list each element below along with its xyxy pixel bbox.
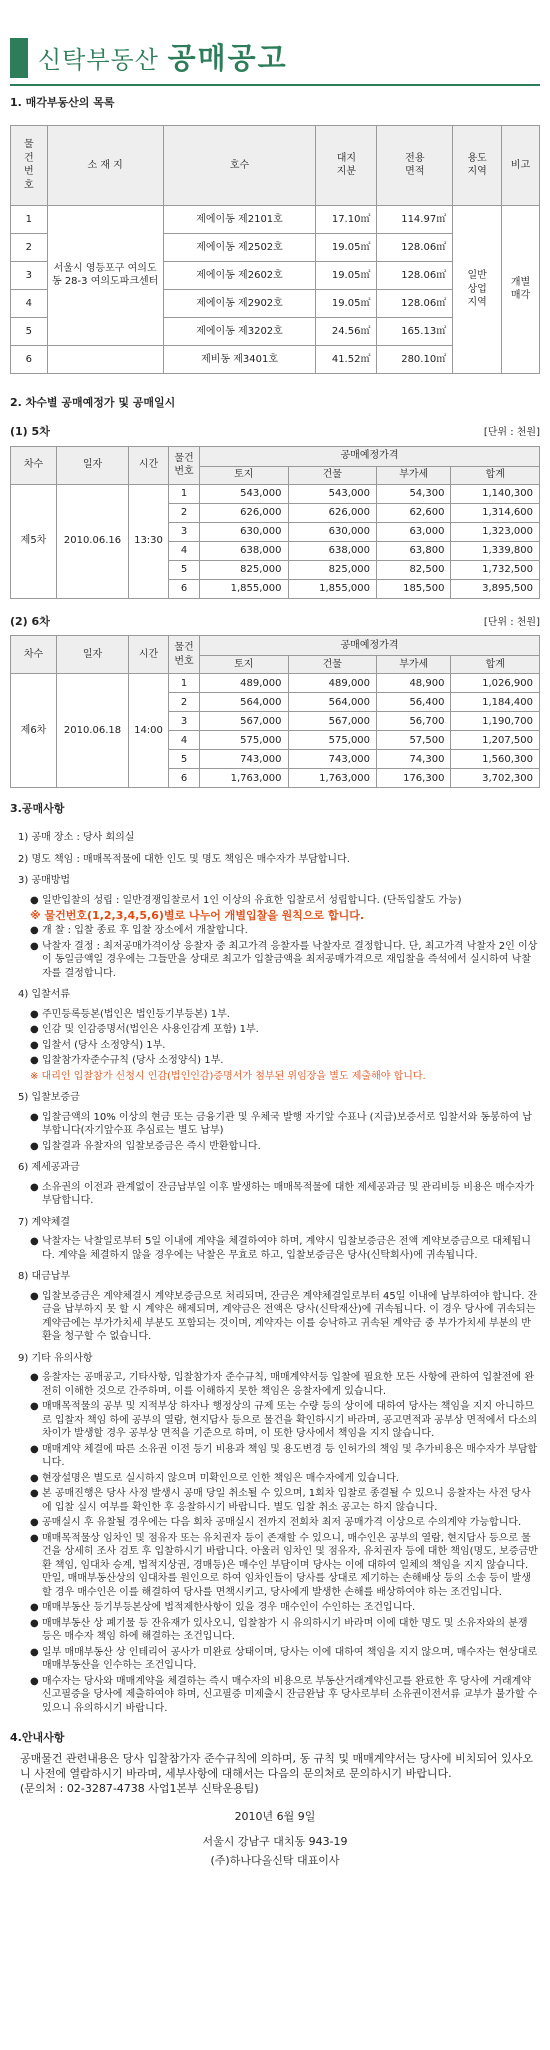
table-cell: 48,900 xyxy=(377,674,451,693)
table-cell: 1,190,700 xyxy=(451,712,540,731)
title-main: 공매공고 xyxy=(167,40,288,75)
table-header-cell: 물건번호 xyxy=(169,446,200,484)
table-cell: 5 xyxy=(169,560,200,579)
col-area: 전용면적 xyxy=(377,125,453,205)
section2-title: 2. 차수별 공매예정가 및 공매일시 xyxy=(10,395,176,409)
table-cell: 3 xyxy=(169,522,200,541)
col-land: 대지지분 xyxy=(316,125,377,205)
table-cell: 743,000 xyxy=(288,750,377,769)
table-cell: 743,000 xyxy=(200,750,289,769)
table-cell: 1,732,500 xyxy=(451,560,540,579)
table-cell: 4 xyxy=(169,731,200,750)
list-item: ● 소유권의 이전과 관계없이 잔금납부일 이후 발생하는 매매목적물에 대한 제세공과금 및 관리비등 비용은 매수자가 부담합니다. xyxy=(30,1181,535,1207)
table-cell: 6 xyxy=(169,769,200,788)
property-header-row xyxy=(11,125,540,205)
table-cell: 56,400 xyxy=(377,693,451,712)
table-cell: 630,000 xyxy=(200,522,289,541)
table-header-cell: 합계 xyxy=(451,656,540,674)
list-item: ● 일반입찰의 성립 : 일반경쟁입찰로서 1인 이상의 유효한 입찰로서 성립합니다. (단독입찰도 가능) xyxy=(30,894,462,906)
property-table xyxy=(10,125,540,374)
table-cell: 1,026,900 xyxy=(451,674,540,693)
col-remark: 비고 xyxy=(502,125,540,205)
table-cell: 14:00 xyxy=(129,674,169,788)
table-cell: 54,300 xyxy=(377,484,451,503)
list-item: ● 매매목적물상 임차인 및 점유자 또는 유치권자 등이 존재할 수 있으니, 매수인은 공부의 열람, 현지답사 등으로 물건을 상세히 조사 검토 후 입찰하시기 바랍니다. 아울러 임차인 및 점유자, 유치권자 등에 대한 책임(명도, 보증금반환 책임, 임대차 승계, 법적지상권, 경매등)은 매수인 부담이며 당사는 이에 대하여 일체의 책임을 지지 않습니다. 만일, 매매부동산상의 임대차를 원인으로 하여 임차인들이 당사를 상대로 제기하는 손해배상 등의 소송 등이 발생할 경우 매수인은 이를 해결하여 당사를 면책시키고, 당사에게 발생한 손해를 배상하여야 하는 조건입니다. xyxy=(30,1532,538,1598)
guidance-body: 공매물건 관련내용은 당사 입찰참가자 준수규칙에 의하며, 동 규칙 및 매매계약서는 당사에 비치되어 있사오니 사전에 열람하시기 바라며, 세부사항에 대해서는 다음의 문의처로 문의하시기 바랍니다. xyxy=(20,1751,533,1780)
col-location: 소 재 지 xyxy=(47,125,163,205)
table-header-cell: 공매예정가격 xyxy=(200,446,540,466)
table-cell: 17.10㎡ xyxy=(316,205,377,233)
table-header-cell: 시간 xyxy=(129,446,169,484)
list-item: ● 본 공매진행은 당사 사정 발생시 공매 당일 취소될 수 있으며, 1회차 입찰로 종결될 수 있으니 응찰자는 사전 당사에 입찰 실시 여부를 확인한 후 응찰하시기 바랍니다. 별도 입찰 취소 공고는 하지 않습니다. xyxy=(30,1488,531,1513)
round6-label: (2) 6차 xyxy=(10,614,50,628)
table-cell: 128.06㎡ xyxy=(377,261,453,289)
round5-label: (1) 5차 xyxy=(10,424,50,438)
terms-place: 1) 공매 장소 : 당사 회의실 xyxy=(18,832,135,844)
list-item: ● 입찰결과 유찰자의 입찰보증금은 즉시 반환합니다. xyxy=(30,1140,261,1152)
remark-cell: 개별매각 xyxy=(502,205,540,373)
list-item: ● 낙찰자 결정 : 최저공매가격이상 응찰자 중 최고가격 응찰자를 낙찰자로 결정합니다. 단, 최고가격 낙찰자 2인 이상이 동일금액일 경우에는 그들만을 상대로 최고가 입찰금액을 최저공매가격으로 재입찰을 즉석에서 실시하여 낙찰자를 결정합니다. xyxy=(30,940,538,979)
table-cell: 1 xyxy=(169,484,200,503)
table-cell: 2 xyxy=(169,503,200,522)
table-cell: 638,000 xyxy=(288,541,377,560)
header-divider xyxy=(10,84,540,86)
round6-row xyxy=(11,674,540,693)
table-cell: 564,000 xyxy=(288,693,377,712)
unit-label: [단위 : 천원] xyxy=(483,427,540,439)
table-cell: 3,702,300 xyxy=(451,769,540,788)
table-cell: 제6차 xyxy=(11,674,57,788)
terms-method-title: 3) 공매방법 xyxy=(18,875,71,887)
table-cell: 2 xyxy=(169,693,200,712)
round5-row xyxy=(11,484,540,503)
table-cell: 제에이동 제2502호 xyxy=(163,233,316,261)
table-cell: 3 xyxy=(169,712,200,731)
list-item: ● 개 찰 : 입찰 종료 후 입찰 장소에서 개찰합니다. xyxy=(30,925,248,937)
table-cell: 564,000 xyxy=(200,693,289,712)
footer-date: 2010년 6월 9일 xyxy=(234,1810,316,1824)
table-cell: 543,000 xyxy=(288,484,377,503)
table-cell: 5 xyxy=(169,750,200,769)
table-cell: 1,560,300 xyxy=(451,750,540,769)
table-cell: 13:30 xyxy=(129,484,169,598)
table-cell: 2010.06.16 xyxy=(57,484,129,598)
table-cell: 3 xyxy=(11,261,48,289)
round6-table xyxy=(10,635,540,788)
list-item: ● 매수자는 당사와 매매계약을 체결하는 즉시 매수자의 비용으로 부동산거래계약신고를 완료한 후 당사에 거래계약신고필증을 당사에 제출하여야 하며, 신고필증 미제출시 잔금완납 후 당사로부터 소유권이전서류 교부가 불가할 수 있으니 유의하시기 바랍니다. xyxy=(30,1675,538,1714)
table-cell: 185,500 xyxy=(377,579,451,598)
table-header-cell: 부가세 xyxy=(377,656,451,674)
list-item: ● 응찰자는 공매공고, 기타사항, 입찰참가자 준수규칙, 매매계약서등 입찰에 필요한 모든 사항에 관하여 입찰전에 완전히 이해한 것으로 간주하며, 이를 이해하지 못한 책임은 응찰자에게 있습니다. xyxy=(30,1372,535,1397)
page-header xyxy=(10,0,540,78)
table-cell: 56,700 xyxy=(377,712,451,731)
table-header-cell: 차수 xyxy=(11,636,57,674)
zone-cell: 일반상업지역 xyxy=(453,205,502,373)
table-cell: 1,763,000 xyxy=(288,769,377,788)
table-cell: 74,300 xyxy=(377,750,451,769)
terms-tax-title: 6) 제세공과금 xyxy=(18,1162,80,1174)
list-item: ● 입찰서 (당사 소정양식) 1부. xyxy=(30,1039,166,1051)
table-cell: 280.10㎡ xyxy=(377,345,453,373)
terms-docs-title: 4) 입찰서류 xyxy=(18,989,71,1001)
table-cell: 63,800 xyxy=(377,541,451,560)
table-cell: 41.52㎡ xyxy=(316,345,377,373)
table-header-cell: 부가세 xyxy=(377,466,451,484)
list-item: ● 입찰보증금은 계약체결시 계약보증금으로 처리되며, 잔금은 계약체결일로부터 45일 이내에 납부하여야 합니다. 잔금을 납부하지 못 할 시 계약은 해제되며, 계약금은 전액은 당사(신탁재산)에 귀속됩니다. 이 경우 당사에 귀속되는 계약금에는 부가가치세 부분도 포함되는 것이며, 계약자는 이를 승낙하고 귀속된 계약금 중 부가가치세 부분의 반환을 청구할 수 없습니다. xyxy=(30,1290,538,1343)
page-title xyxy=(38,39,288,78)
table-cell: 2 xyxy=(11,233,48,261)
table-cell: 제비동 제3401호 xyxy=(163,345,316,373)
footer-company: (주)하나다올신탁 대표이사 xyxy=(210,1854,340,1868)
table-cell: 1,184,400 xyxy=(451,693,540,712)
table-header-cell: 공매예정가격 xyxy=(200,636,540,656)
table-header-cell: 일자 xyxy=(57,446,129,484)
table-cell: 128.06㎡ xyxy=(377,289,453,317)
table-cell: 제5차 xyxy=(11,484,57,598)
table-cell: 19.05㎡ xyxy=(316,233,377,261)
list-item: ● 매매목적물의 공부 및 지적부상 하자나 행정상의 규제 또는 수량 등의 상이에 대하여 당사는 책임을 지지 아니하므로 입찰자 책임 하에 공부의 열람, 현지답사 등으로 물건을 확인하시기 바라며, 공고면적과 공부상 면적에서 다소의 차이가 발생할 경우 공부상 면적을 기준으로 하며, 이 또한 당사에서 책임을 지지 않습니다. xyxy=(30,1401,538,1440)
table-cell: 2010.06.18 xyxy=(57,674,129,788)
table-cell: 24.56㎡ xyxy=(316,317,377,345)
table-cell: 825,000 xyxy=(288,560,377,579)
unit-label: [단위 : 천원] xyxy=(483,616,540,628)
table-cell: 제에이동 제3202호 xyxy=(163,317,316,345)
table-header-cell: 물건번호 xyxy=(169,636,200,674)
list-item: ● 매매계약 체결에 따른 소유권 이전 등기 비용과 책임 및 용도변경 등 인허가의 책임 및 추가비용은 매수자가 부담합니다. xyxy=(30,1443,538,1469)
table-cell: 1 xyxy=(169,674,200,693)
table-cell: 제에이동 제2101호 xyxy=(163,205,316,233)
list-item: ● 낙찰자는 낙찰일로부터 5일 이내에 계약을 체결하여야 하며, 계약시 입찰보증금은 전액 계약보증금으로 대체됩니다. 계약을 체결하지 않을 경우에는 낙찰은 무효로 하고, 입찰보증금은 당사(신탁회사)에 귀속됩니다. xyxy=(30,1236,531,1261)
table-cell: 165.13㎡ xyxy=(377,317,453,345)
list-item: ● 매매부동산 상 폐기물 등 잔유재가 있사오니, 입찰참가 시 유의하시기 바라며 이에 대한 명도 및 소유자와의 분쟁 등은 매수자 책임 하에 해결하는 조건입니다. xyxy=(30,1617,528,1643)
header-bar xyxy=(10,38,28,78)
table-cell: 630,000 xyxy=(288,522,377,541)
table-cell: 82,500 xyxy=(377,560,451,579)
list-item: ● 입찰금액의 10% 이상의 현금 또는 금융기관 및 우체국 발행 자기앞 수표나 (지급)보증서로 입찰서와 동봉하여 납부합니다(자기앞수표 추심료는 별도 납부) xyxy=(30,1111,532,1137)
footer-address: 서울시 강남구 대치동 943-19 xyxy=(202,1835,348,1849)
col-no: 물건번호 xyxy=(11,125,48,205)
table-cell: 제에이동 제2602호 xyxy=(163,261,316,289)
auction-terms xyxy=(10,802,540,1715)
terms-payment-title: 8) 대금납부 xyxy=(18,1271,71,1283)
table-cell: 575,000 xyxy=(288,731,377,750)
location-cell: 서울시 영등포구 여의도동 28-3 여의도파크센터 xyxy=(47,205,163,345)
table-cell: 19.05㎡ xyxy=(316,261,377,289)
table-cell: 1,314,600 xyxy=(451,503,540,522)
table-header-cell: 차수 xyxy=(11,446,57,484)
table-cell: 1,339,800 xyxy=(451,541,540,560)
guidance-section xyxy=(10,1731,540,1796)
table-cell: 1,207,500 xyxy=(451,731,540,750)
table-cell: 6 xyxy=(169,579,200,598)
table-cell: 6 xyxy=(11,345,48,373)
section1-title: 1. 매각부동산의 목록 xyxy=(10,96,115,109)
table-cell: 543,000 xyxy=(200,484,289,503)
table-cell: 626,000 xyxy=(288,503,377,522)
docs-warning: ※ 대리인 입찰참가 신청시 인감(법인인감)증명서가 첨부된 위임장을 별도 제출해야 합니다. xyxy=(30,1070,426,1082)
round6-label-row xyxy=(10,615,540,630)
title-prefix: 신탁부동산 xyxy=(38,45,159,74)
table-cell: 1 xyxy=(11,205,48,233)
footer xyxy=(10,1810,540,1869)
list-item: ● 인감 및 인감증명서(법인은 사용인감계 포함) 1부. xyxy=(30,1024,259,1036)
table-cell: 114.97㎡ xyxy=(377,205,453,233)
table-cell: 5 xyxy=(11,317,48,345)
table-cell: 3,895,500 xyxy=(451,579,540,598)
table-cell: 489,000 xyxy=(288,674,377,693)
list-item: ● 입찰참가자준수규칙 (당사 소정양식) 1부. xyxy=(30,1055,224,1067)
terms-deposit-title: 5) 입찰보증금 xyxy=(18,1092,80,1104)
table-cell: 575,000 xyxy=(200,731,289,750)
table-header-cell: 합계 xyxy=(451,466,540,484)
section3-title: 3.공매사항 xyxy=(10,802,65,816)
round5-label-row xyxy=(10,425,540,440)
terms-eviction: 2) 명도 책임 : 매매목적물에 대한 인도 및 명도 책임은 매수자가 부담합니다. xyxy=(18,853,350,865)
table-cell: 제에이동 제2902호 xyxy=(163,289,316,317)
table-cell: 1,763,000 xyxy=(200,769,289,788)
table-header-cell: 건물 xyxy=(288,466,377,484)
list-item: ● 매매부동산 등기부등본상에 법적제한사항이 있을 경우 매수인이 수인하는 조건입니다. xyxy=(30,1602,416,1614)
table-cell: 1,855,000 xyxy=(288,579,377,598)
table-header-cell: 건물 xyxy=(288,656,377,674)
property-row xyxy=(11,205,540,233)
terms-misc-title: 9) 기타 유의사항 xyxy=(18,1352,93,1364)
table-header-cell: 토지 xyxy=(200,466,289,484)
table-cell: 1,855,000 xyxy=(200,579,289,598)
table-cell: 62,600 xyxy=(377,503,451,522)
table-cell: 63,000 xyxy=(377,522,451,541)
table-cell: 128.06㎡ xyxy=(377,233,453,261)
table-cell: 1,323,000 xyxy=(451,522,540,541)
table-cell: 489,000 xyxy=(200,674,289,693)
table-cell: 4 xyxy=(169,541,200,560)
table-header-cell: 시간 xyxy=(129,636,169,674)
table-cell: 1,140,300 xyxy=(451,484,540,503)
table-cell: 176,300 xyxy=(377,769,451,788)
list-item: ● 주민등록등본(법인은 법인등기부등본) 1부. xyxy=(30,1008,230,1020)
col-zone: 용도지역 xyxy=(453,125,502,205)
table-cell: 567,000 xyxy=(200,712,289,731)
list-item: ● 현장설명은 별도로 실시하지 않으며 미확인으로 인한 책임은 매수자에게 있습니다. xyxy=(30,1472,400,1484)
table-cell: 638,000 xyxy=(200,541,289,560)
table-header-cell: 토지 xyxy=(200,656,289,674)
list-item: ● 공매실시 후 유찰될 경우에는 다음 회차 공매실시 전까지 전회차 최저 공매가격 이상으로 수의계약 가능합니다. xyxy=(30,1517,522,1529)
section4-title: 4.안내사항 xyxy=(10,1731,65,1745)
list-item: ● 일부 매매부동산 상 인테리어 공사가 미완료 상태이며, 당사는 이에 대하여 책임을 지지 않으며, 매수자는 현상대로 매매부동산을 인수하는 조건입니다. xyxy=(30,1646,538,1672)
col-unit: 호수 xyxy=(163,125,316,205)
table-cell: 19.05㎡ xyxy=(316,289,377,317)
method-warning: ※ 물건번호(1,2,3,4,5,6)별로 나누어 개별입찰을 원칙으로 합니다. xyxy=(30,909,365,923)
table-header-cell: 일자 xyxy=(57,636,129,674)
table-cell: 4 xyxy=(11,289,48,317)
round5-table xyxy=(10,446,540,599)
terms-contract-title: 7) 계약체결 xyxy=(18,1216,71,1228)
table-cell xyxy=(47,345,163,373)
contact-info: (문의처 : 02-3287-4738 사업1본부 신탁운용팀) xyxy=(20,1781,259,1795)
table-cell: 567,000 xyxy=(288,712,377,731)
table-cell: 825,000 xyxy=(200,560,289,579)
table-cell: 626,000 xyxy=(200,503,289,522)
table-cell: 57,500 xyxy=(377,731,451,750)
